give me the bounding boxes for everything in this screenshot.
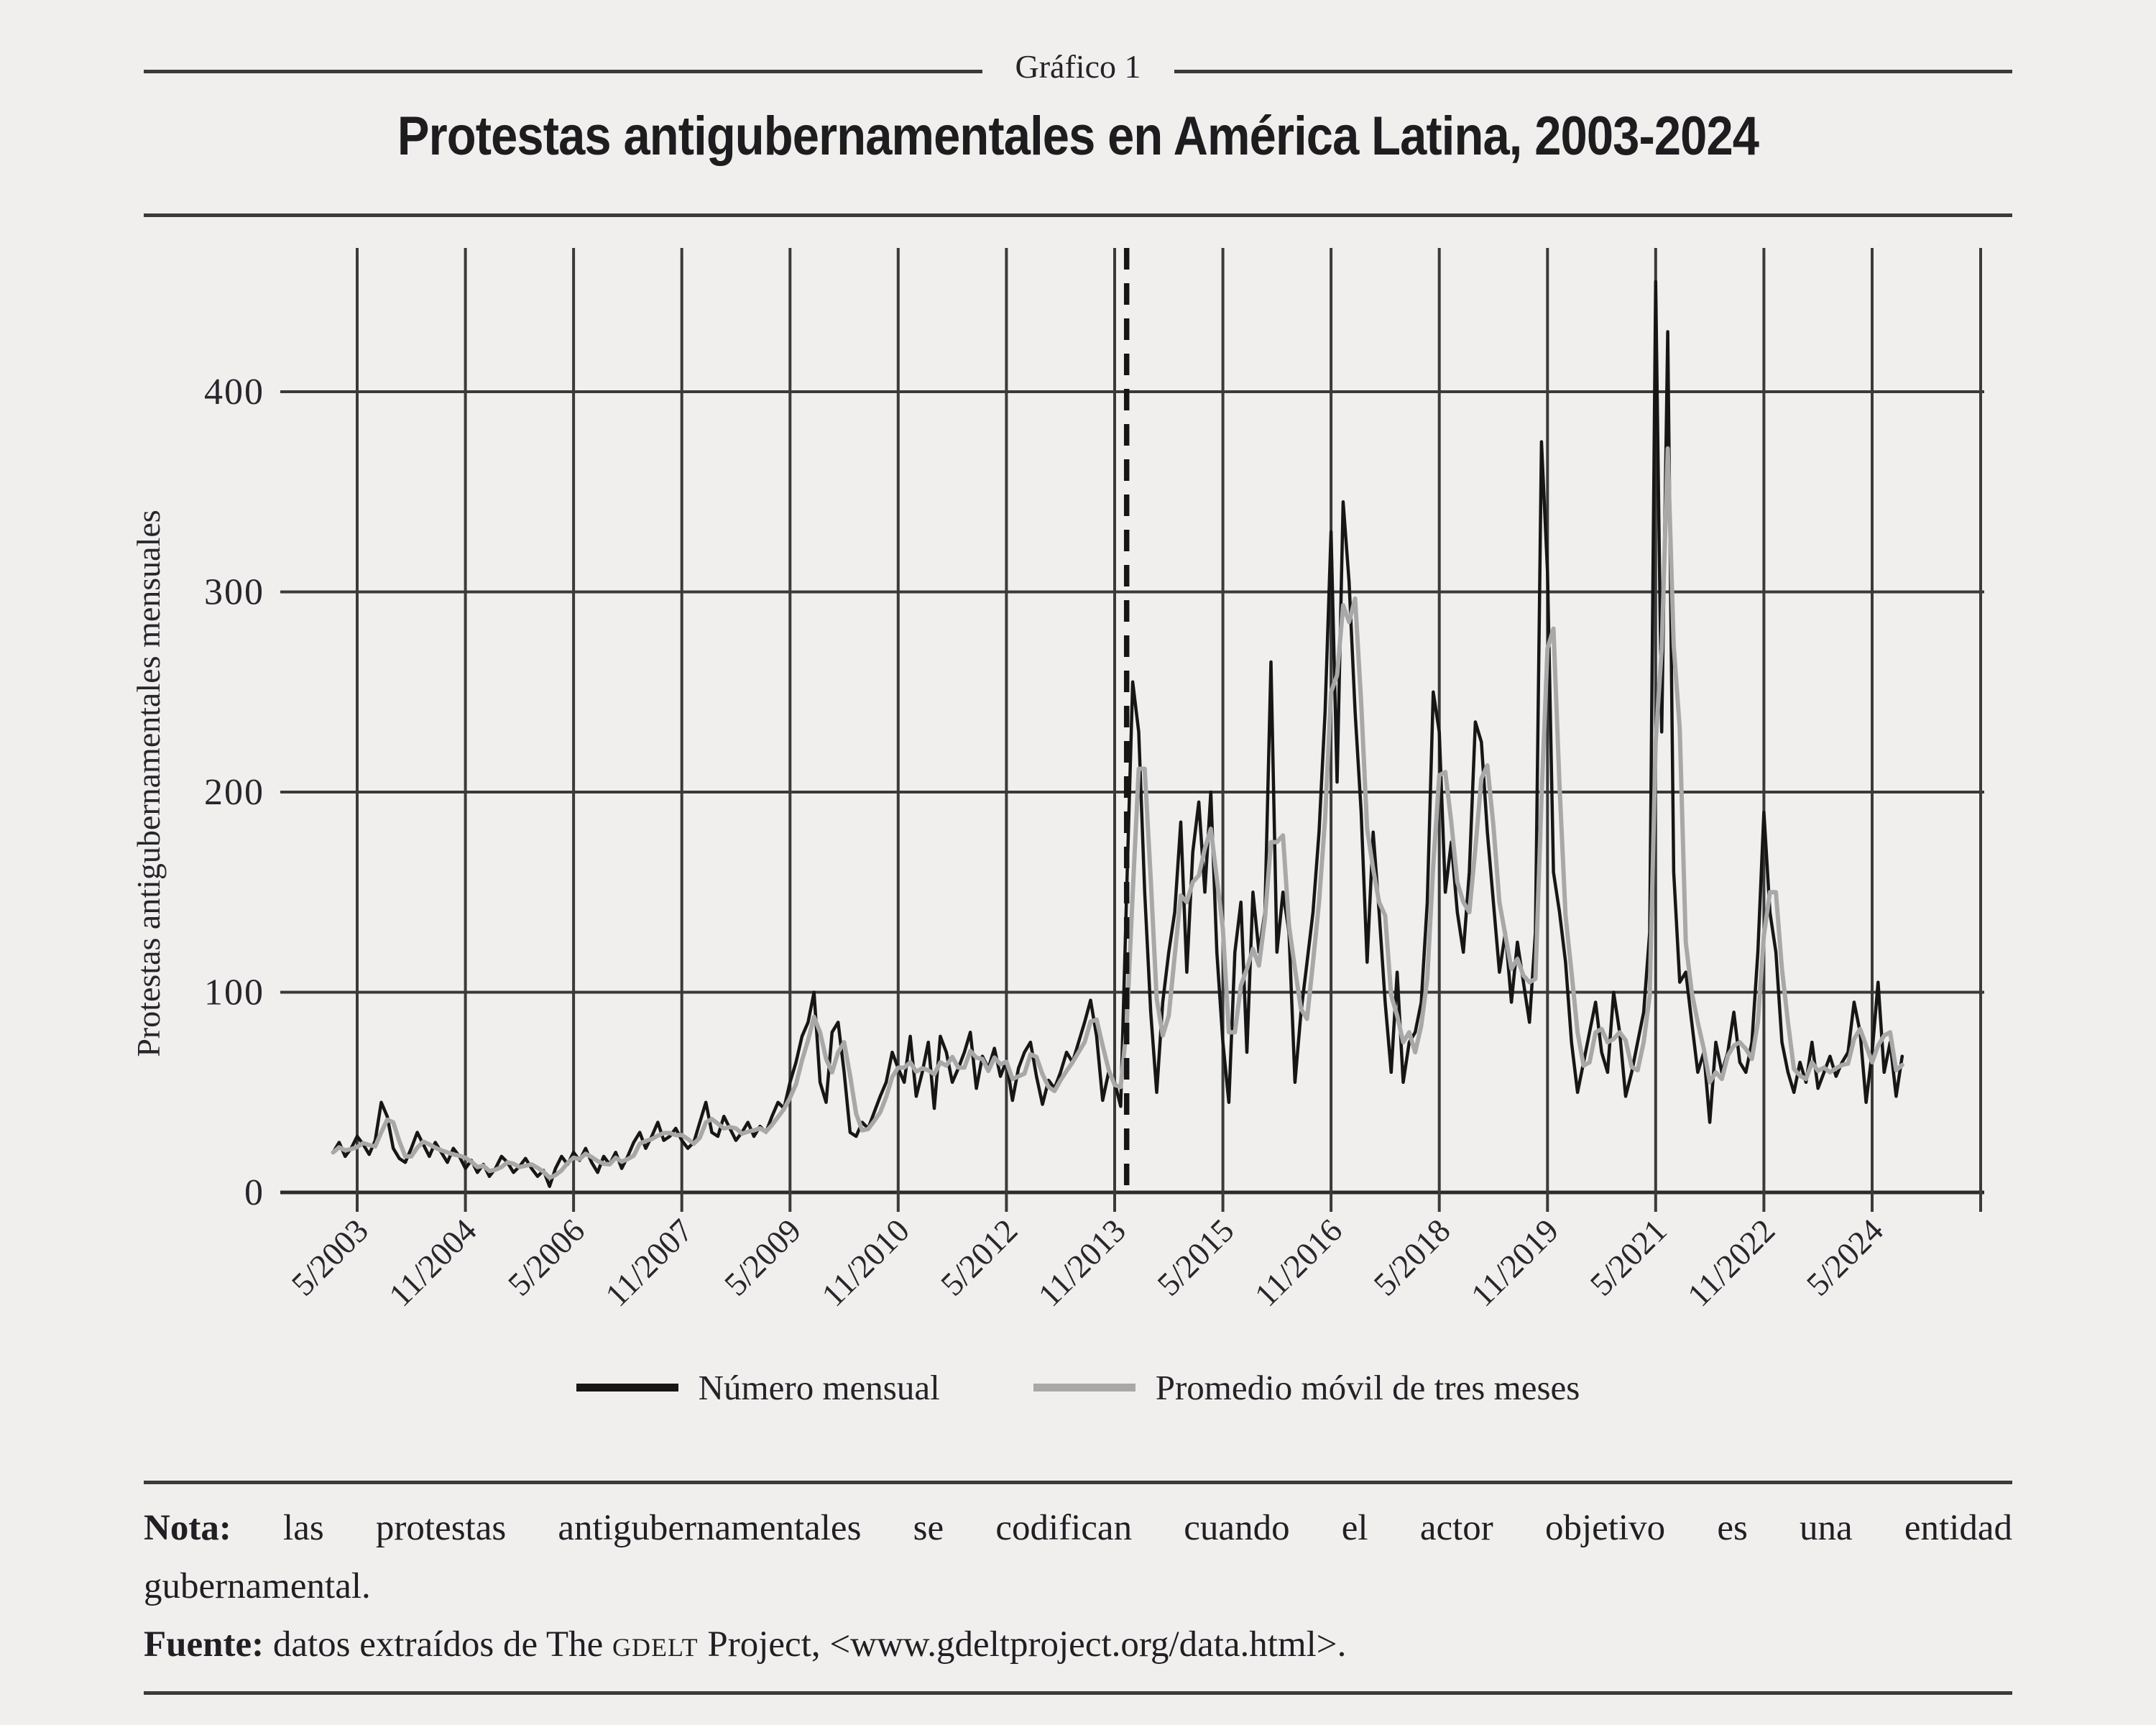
figure-header: [144, 43, 2012, 85]
x-tick-label: 5/2021: [1583, 1212, 1674, 1303]
chart-title: Protestas antigubernamentales en América Latina, 2003-2024: [397, 106, 1759, 167]
chart-legend: [0, 1364, 2156, 1410]
x-tick-label: 11/2022: [1680, 1212, 1782, 1314]
x-tick-label: 11/2019: [1463, 1212, 1566, 1314]
y-tick-label: 400: [204, 372, 264, 413]
divider-bottom: [144, 1691, 2012, 1695]
x-tick-label: 11/2010: [814, 1212, 916, 1314]
note-line-1: Nota: las protestas antigubernamentales se codifican cuando el actor objetivo es una entidad: [144, 1508, 2012, 1548]
x-tick-label: 11/2016: [1247, 1212, 1350, 1314]
notes-section: [144, 1499, 2012, 1674]
x-tick-label: 5/2015: [1150, 1212, 1241, 1303]
header-rule-right: [1174, 70, 2013, 73]
protest-line-chart: [0, 237, 2156, 1387]
y-tick-label: 100: [204, 972, 264, 1013]
series-monthly: [333, 282, 1902, 1187]
header-rule-left: [144, 70, 982, 73]
y-tick-label: 300: [204, 571, 264, 613]
legend-item-moving-average: [1033, 1367, 1580, 1408]
figure-label: Gráfico 1: [1015, 48, 1141, 85]
x-tick-label: 11/2007: [598, 1212, 700, 1314]
source-line: Fuente: datos extraídos de The gdelt Project, <www.gdeltproject.org/data.html>.: [144, 1624, 1347, 1665]
legend-label-moving-average: Promedio móvil de tres meses: [1155, 1367, 1580, 1407]
x-tick-label: 11/2013: [1031, 1212, 1133, 1314]
black-line-swatch: [576, 1384, 678, 1392]
gray-line-swatch: [1033, 1384, 1135, 1392]
x-tick-label: 5/2009: [717, 1212, 808, 1303]
series-moving-average: [333, 448, 1902, 1178]
x-tick-label: 5/2003: [284, 1212, 376, 1303]
y-tick-label: 200: [204, 772, 264, 813]
divider-top: [144, 213, 2012, 217]
x-tick-label: 11/2004: [382, 1212, 484, 1314]
legend-label-monthly: Número mensual: [698, 1367, 940, 1407]
x-tick-label: 5/2006: [500, 1212, 592, 1303]
note-line-2: gubernamental.: [144, 1566, 371, 1606]
x-tick-label: 5/2018: [1366, 1212, 1457, 1303]
x-tick-label: 5/2024: [1799, 1212, 1891, 1303]
y-axis-title: Protestas antigubernamentales mensuales: [130, 510, 167, 1057]
legend-item-monthly: [576, 1367, 940, 1408]
divider-notes: [144, 1481, 2012, 1484]
gdelt-smallcaps: gdelt: [612, 1624, 699, 1665]
x-tick-label: 5/2012: [934, 1212, 1025, 1303]
y-tick-label: 0: [244, 1172, 264, 1213]
